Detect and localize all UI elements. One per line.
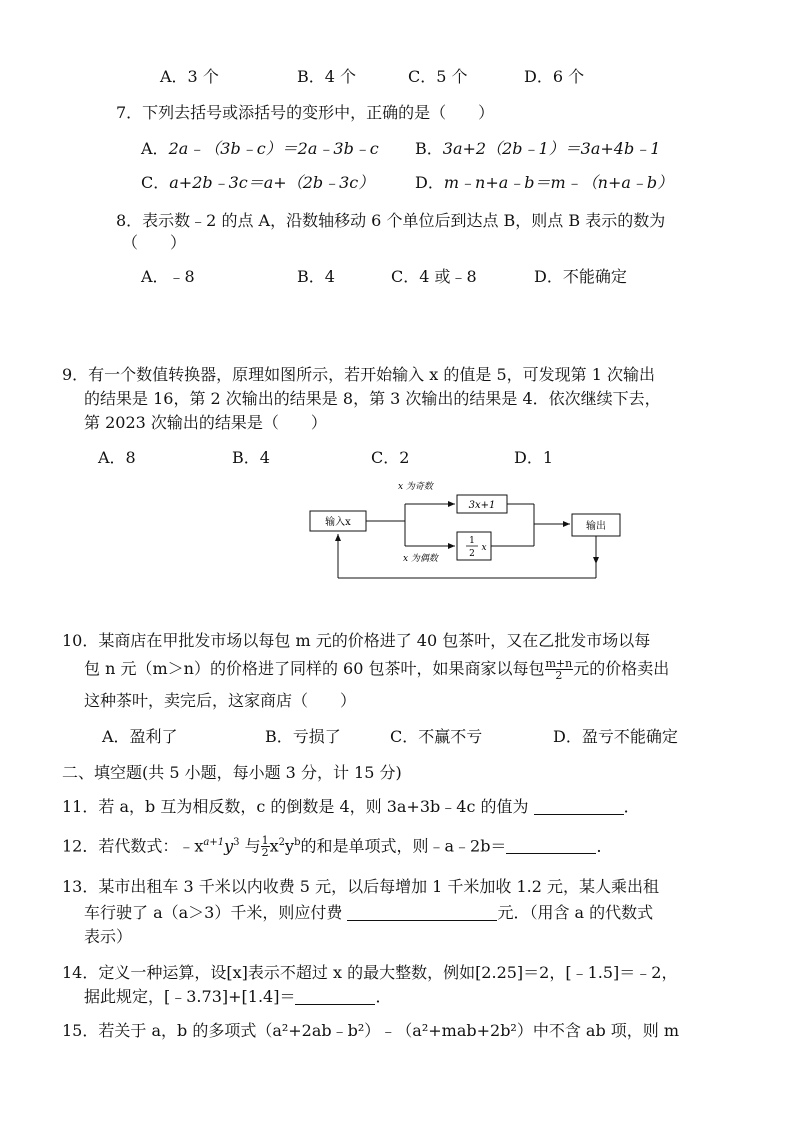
q12-x: x [269, 836, 279, 856]
q11-end: ． [623, 797, 640, 816]
q8-option-a: A．﹣8 [141, 267, 195, 286]
q12-text [62, 832, 612, 858]
q10-line-3: 这种茶叶，卖完后，这家商店（ ） [84, 691, 357, 710]
q11-text [62, 796, 640, 818]
q11-answer-blank[interactable] [534, 798, 624, 815]
q10-fraction-numerator: m+n [545, 657, 573, 670]
q7-option-d-label: D． [415, 173, 444, 192]
q10-line-2-pre: 包 n 元（m＞n）的价格进了同样的 60 包茶叶，如果商家以每包 [84, 659, 545, 678]
q7-stem: 7．下列去括号或添括号的变形中，正确的是（ ） [116, 103, 495, 122]
even-branch-label: x 为偶数 [403, 554, 438, 564]
q6-option-b: B．4 个 [297, 67, 357, 86]
q10-line-1: 10．某商店在甲批发市场以每包 m 元的价格进了 40 包茶叶，又在乙批发市场以每 [62, 631, 651, 650]
q7-option-c-text: a+2b﹣3c＝a+（2b﹣3c） [169, 173, 375, 192]
q12-end: ． [596, 836, 613, 856]
q12-pre: 12．若代数式：﹣x [62, 836, 204, 856]
q8-stem: 8．表示数﹣2 的点 A，沿数轴移动 6 个单位后到达点 B，则点 B 表示的数为 [116, 211, 666, 230]
q10-option-b: B．亏损了 [265, 727, 341, 746]
q11-stem: 11．若 a，b 互为相反数，c 的倒数是 4，则 3a+3b﹣4c 的值为 [62, 797, 529, 816]
q8-stem-paren: （ ） [122, 233, 187, 252]
q15-line-1: 15．若关于 a，b 的多项式（a²+2ab﹣b²）﹣（a²+mab+2b²）中不含 ab 项，则 m [62, 1021, 680, 1040]
q7-option-b-text: 3a+2（2b﹣1）＝3a+4b﹣1 [442, 139, 661, 158]
q10-fraction-denominator: 2 [555, 669, 563, 682]
q12-y: y [224, 836, 234, 856]
q6-option-a: A．3 个 [160, 67, 219, 86]
q12-sup-1: a+1 [203, 837, 225, 848]
q12-frac-num: 1 [261, 834, 269, 848]
q8-option-b: B．4 [297, 267, 335, 286]
input-box-label: 输入x [325, 517, 351, 528]
q8-option-d: D．不能确定 [534, 267, 627, 286]
q9-line-2: 的结果是 16，第 2 次输出的结果是 8，第 3 次输出的结果是 4．依次继续下去， [84, 389, 661, 408]
q7-option-d-text: m﹣n+a﹣b＝m﹣（n+a﹣b） [443, 173, 674, 192]
q12-y2: y [285, 836, 295, 856]
q14-line-1: 14．定义一种运算，设[x]表示不超过 x 的最大整数，例如[2.25]＝2，[﹣1.5]＝﹣2， [62, 963, 678, 982]
q9-option-d: D．1 [514, 448, 554, 467]
q9-line-3: 第 2023 次输出的结果是（ ） [84, 413, 327, 432]
q14-answer-blank[interactable] [295, 988, 375, 1005]
q13-line-2 [84, 902, 653, 924]
q7-option-a-text: 2a﹣（3b﹣c）＝2a﹣3b﹣c [168, 139, 379, 158]
q9-option-a: A．8 [98, 448, 136, 467]
section-title-fill-in: 二、填空题(共 5 小题，每小题 3 分，计 15 分) [62, 763, 402, 782]
q7-option-c [141, 172, 374, 194]
even-operation-denominator: 2 [469, 549, 475, 559]
even-operation-numerator: 1 [469, 536, 475, 546]
q12-sup-4: b [294, 837, 301, 848]
q9-option-c: C．2 [371, 448, 410, 467]
q10-option-c: C．不赢不亏 [390, 727, 483, 746]
q14-line-2 [84, 986, 391, 1008]
odd-branch-label: x 为奇数 [398, 482, 433, 492]
q9-option-b: B．4 [232, 448, 270, 467]
q8-option-c: C．4 或﹣8 [391, 267, 477, 286]
q10-price-fraction [545, 658, 574, 681]
q6-option-c: C．5 个 [408, 67, 468, 86]
q9-line-1: 9．有一个数值转换器，原理如图所示，若开始输入 x 的值是 5，可发现第 1 次输出 [62, 365, 655, 384]
q10-line-2-post: 元的价格卖出 [573, 659, 670, 678]
q12-answer-blank[interactable] [506, 837, 596, 854]
q7-option-b-label: B． [415, 139, 443, 158]
q12-sup-3: 2 [278, 837, 286, 848]
q6-option-d: D．6 个 [524, 67, 585, 86]
q12-sup-2: 3 [233, 837, 240, 848]
q12-post: 的和是单项式，则﹣a﹣2b＝ [300, 836, 507, 856]
q7-option-b [415, 138, 660, 160]
q13-line-1: 13．某市出租车 3 千米以内收费 5 元，以后每增加 1 千米加收 1.2 元，某人乘出租 [62, 877, 660, 896]
q13-line-2-pre: 车行驶了 a（a＞3）千米，则应付费 [84, 903, 343, 922]
q7-option-a [141, 138, 379, 160]
q12-half-fraction [261, 835, 270, 858]
q7-option-d [415, 172, 673, 194]
q13-line-2-post: 元．（用含 a 的代数式 [497, 903, 654, 922]
converter-flow-diagram [300, 474, 630, 588]
q7-option-a-label: A． [141, 139, 169, 158]
q12-with: 与 [239, 836, 261, 856]
q13-line-3: 表示） [84, 927, 133, 946]
q7-option-c-label: C． [141, 173, 170, 192]
even-operation-variable: x [481, 543, 487, 553]
q10-line-2 [84, 658, 669, 681]
q14-line-2-pre: 据此规定，[﹣3.73]+[1.4]＝ [84, 987, 296, 1006]
output-box-label: 输出 [586, 521, 606, 532]
q13-answer-blank[interactable] [347, 904, 497, 921]
q10-option-d: D．盈亏不能确定 [553, 727, 678, 746]
q10-option-a: A．盈利了 [102, 727, 178, 746]
q12-frac-den: 2 [261, 846, 269, 860]
odd-operation-label: 3x+1 [468, 500, 496, 511]
q14-end: ． [375, 987, 392, 1006]
